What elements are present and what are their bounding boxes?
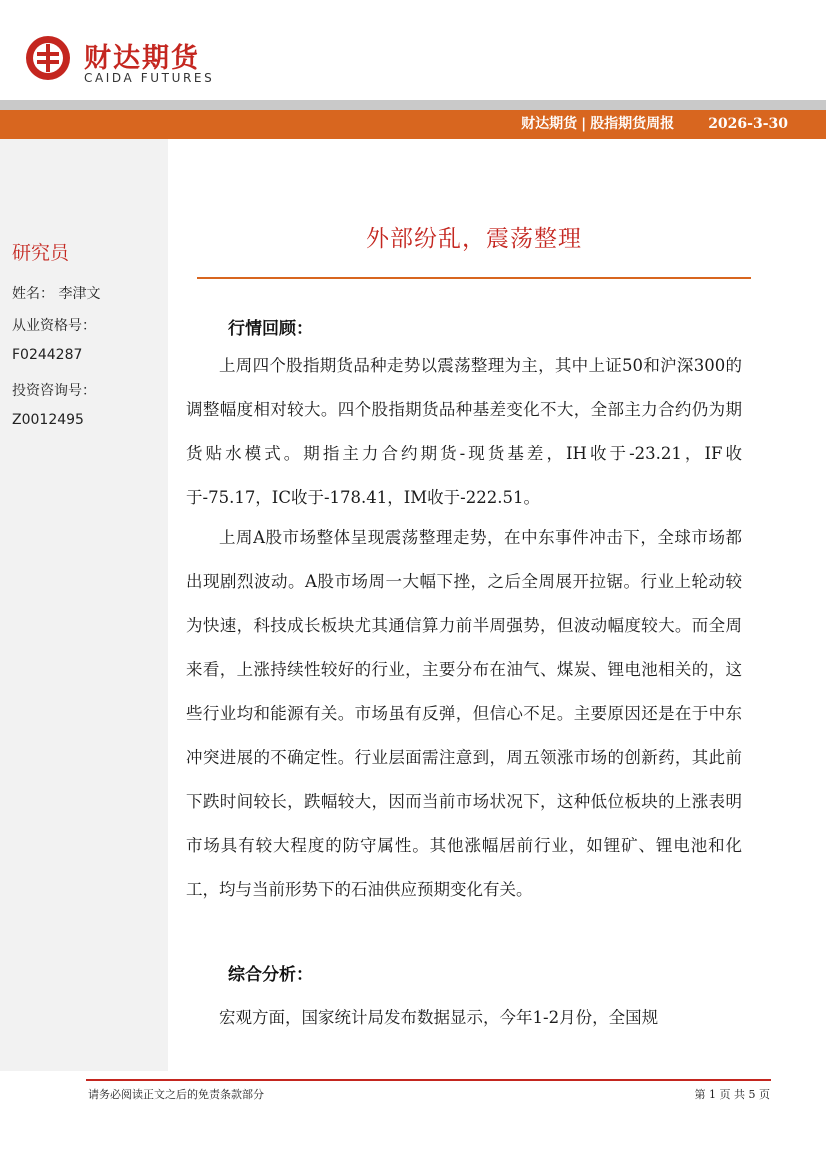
header-separator: | xyxy=(581,116,587,132)
consult-label: 投资咨询号： xyxy=(12,383,96,399)
header-gray-band xyxy=(0,100,826,110)
page-number: 第 1 页 共 5 页 xyxy=(694,1088,770,1101)
title-divider xyxy=(197,277,751,279)
header-date: 2026-3-30 xyxy=(708,116,788,132)
report-header-text xyxy=(521,110,788,139)
consult-number: Z0012495 xyxy=(12,412,84,428)
footer-divider xyxy=(86,1079,771,1081)
qualification-number: F0244287 xyxy=(12,347,83,363)
caida-logo-icon xyxy=(24,34,72,82)
brand-name-cn: 财达期货 xyxy=(84,43,200,74)
paragraph-review-2: 上周A股市场整体呈现震荡整理走势，在中东事件冲击下，全球市场都出现剧烈波动。A股市场周一大幅下挫，之后全周展开拉锯。行业上轮动较为快速，科技成长板块尤其通信算力前半周强势，但波动幅度较大。而全周来看，上涨持续性较好的行业，主要分布在油气、煤炭、锂电池相关的，这些行业均和能源有关。市场虽有反弹，但信心不足。主要原因还是在于中东冲突进展的不确定性。行业层面需注意到，周五领涨市场的创新药，其此前下跌时间较长，跌幅较大，因而当前市场状况下，这种低位板块的上涨表明市场具有较大程度的防守属性。其他涨幅居前行业，如锂矿、锂电池和化工，均与当前形势下的石油供应预期变化有关。 xyxy=(186,528,742,899)
page-title: 外部纷乱，震荡整理 xyxy=(366,226,582,252)
report-header-bar xyxy=(0,110,826,139)
section-heading-analysis: 综合分析： xyxy=(228,965,313,985)
sidebar xyxy=(0,139,168,1071)
brand-logo xyxy=(24,34,224,88)
section-heading-review: 行情回顾： xyxy=(228,319,313,339)
paragraph-review-1: 上周四个股指期货品种走势以震荡整理为主，其中上证50和沪深300的调整幅度相对较大。四个股指期货品种基差变化不大，全部主力合约仍为期货贴水模式。期指主力合约期货-现货基差，IH收于-23.21，IF收于-75.17，IC收于-178.41，IM收于-222.51。 xyxy=(186,356,742,507)
header-company: 财达期货 xyxy=(521,116,578,132)
paragraph-analysis-1: 宏观方面，国家统计局发布数据显示，今年1-2月份，全国规 xyxy=(219,1008,659,1027)
sidebar-title: 研究员 xyxy=(12,242,70,264)
analyst-name: 姓名： 李津文 xyxy=(12,286,101,302)
brand-name-en: CAIDA FUTURES xyxy=(84,71,215,85)
qualification-label: 从业资格号： xyxy=(12,318,96,334)
footer-disclaimer: 请务必阅读正文之后的免责条款部分 xyxy=(88,1088,264,1101)
header-report-name: 股指期货周报 xyxy=(590,116,675,132)
